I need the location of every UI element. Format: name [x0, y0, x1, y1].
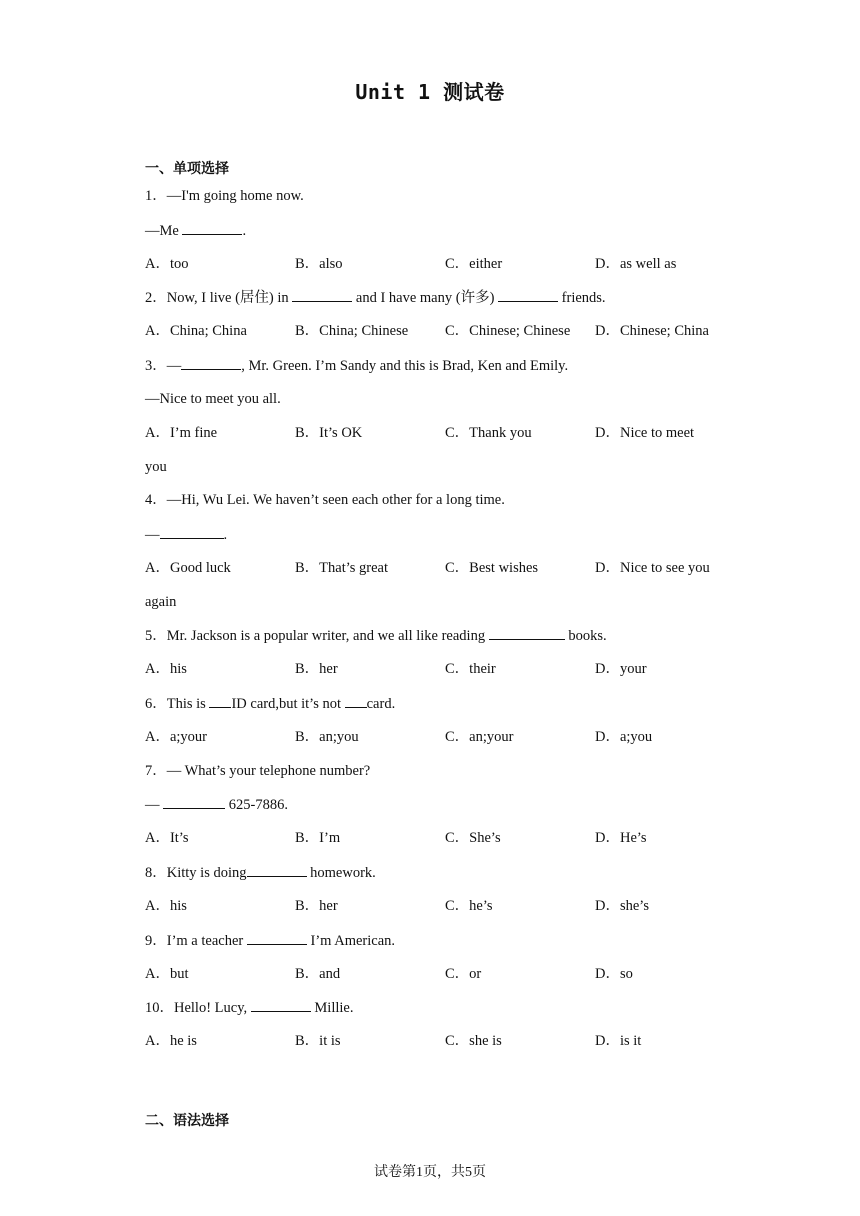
question-3-prompt: 3．— , Mr. Green. I’m Sandy and this is Brad, Ken and Emily. [145, 358, 569, 374]
option-c[interactable]: C．their [445, 661, 496, 677]
question-7-prompt: 7．— What’s your telephone number? [145, 763, 371, 779]
option-a[interactable]: A．his [145, 661, 187, 677]
option-a[interactable]: A．I’m fine [145, 425, 218, 441]
option-d[interactable]: D．is it [595, 1033, 642, 1049]
option-d-wrap: again [145, 594, 177, 610]
option-b[interactable]: B．her [295, 661, 338, 677]
option-a[interactable]: A．China; China [145, 323, 247, 339]
question-8-prompt: 8．Kitty is doing homework. [145, 865, 376, 881]
question-5-prompt: 5．Mr. Jackson is a popular writer, and we all like reading books. [145, 628, 607, 644]
answer-blank[interactable] [251, 998, 311, 1012]
option-a[interactable]: A．too [145, 256, 189, 272]
option-a[interactable]: A．a;your [145, 729, 208, 745]
option-d[interactable]: D．as well as [595, 256, 677, 272]
section-heading-multiple-choice: 一、单项选择 [145, 161, 229, 177]
page-title: Unit 1 测试卷 [355, 80, 505, 104]
option-a[interactable]: A．his [145, 898, 187, 914]
option-d-wrap: you [145, 459, 167, 475]
option-d[interactable]: D．so [595, 966, 633, 982]
answer-blank[interactable] [163, 795, 225, 809]
question-3-response: —Nice to meet you all. [145, 391, 281, 407]
answer-blank[interactable] [489, 626, 565, 640]
page-footer: 试卷第1页，共5页 [374, 1165, 486, 1180]
option-b[interactable]: B．That’s great [295, 560, 389, 576]
option-c[interactable]: C．Thank you [445, 425, 532, 441]
option-d[interactable]: D．Nice to meet [595, 425, 695, 441]
option-c[interactable]: C．she is [445, 1033, 502, 1049]
option-b[interactable]: B．her [295, 898, 338, 914]
answer-blank[interactable] [498, 288, 558, 302]
option-d[interactable]: D．she’s [595, 898, 649, 914]
option-b[interactable]: B．and [295, 966, 341, 982]
question-2-prompt: 2．Now, I live (居住) in and I have many (许多) friends. [145, 290, 606, 306]
question-10-prompt: 10．Hello! Lucy, Millie. [145, 1000, 354, 1016]
option-d[interactable]: D．a;you [595, 729, 653, 745]
option-b[interactable]: B．it is [295, 1033, 341, 1049]
option-a[interactable]: A．he is [145, 1033, 197, 1049]
answer-blank[interactable] [247, 863, 307, 877]
question-1-response: —Me . [145, 223, 247, 239]
option-c[interactable]: C．either [445, 256, 503, 272]
option-c[interactable]: C．an;your [445, 729, 514, 745]
answer-blank[interactable] [181, 356, 241, 370]
answer-blank[interactable] [182, 221, 242, 235]
option-c[interactable]: C．Best wishes [445, 560, 539, 576]
question-4-prompt: 4．—Hi, Wu Lei. We haven’t seen each other for a long time. [145, 492, 505, 508]
question-1-prompt: 1．—I'm going home now. [145, 188, 304, 204]
option-c[interactable]: C．or [445, 966, 482, 982]
option-c[interactable]: C．She’s [445, 830, 501, 846]
option-b[interactable]: B．China; Chinese [295, 323, 409, 339]
answer-blank[interactable] [292, 288, 352, 302]
section-heading-grammar: 二、语法选择 [145, 1113, 229, 1129]
option-d[interactable]: D．Chinese; China [595, 323, 709, 339]
option-b[interactable]: B．also [295, 256, 343, 272]
question-9-prompt: 9．I’m a teacher I’m American. [145, 933, 396, 949]
question-6-prompt: 6．This is ID card,but it’s not card. [145, 696, 396, 712]
option-a[interactable]: A．Good luck [145, 560, 231, 576]
option-a[interactable]: A．It’s [145, 830, 189, 846]
option-c[interactable]: C．he’s [445, 898, 493, 914]
answer-blank[interactable] [247, 931, 307, 945]
option-b[interactable]: B．It’s OK [295, 425, 363, 441]
option-b[interactable]: B．I’m [295, 830, 341, 846]
answer-blank[interactable] [209, 694, 231, 708]
question-7-response: — 625-7886. [145, 797, 288, 813]
option-b[interactable]: B．an;you [295, 729, 359, 745]
option-d[interactable]: D．He’s [595, 830, 647, 846]
answer-blank[interactable] [160, 525, 224, 539]
option-d[interactable]: D．your [595, 661, 647, 677]
answer-blank[interactable] [345, 694, 367, 708]
option-a[interactable]: A．but [145, 966, 189, 982]
question-4-response: — . [145, 527, 228, 543]
option-d[interactable]: D．Nice to see you [595, 560, 710, 576]
option-c[interactable]: C．Chinese; Chinese [445, 323, 571, 339]
